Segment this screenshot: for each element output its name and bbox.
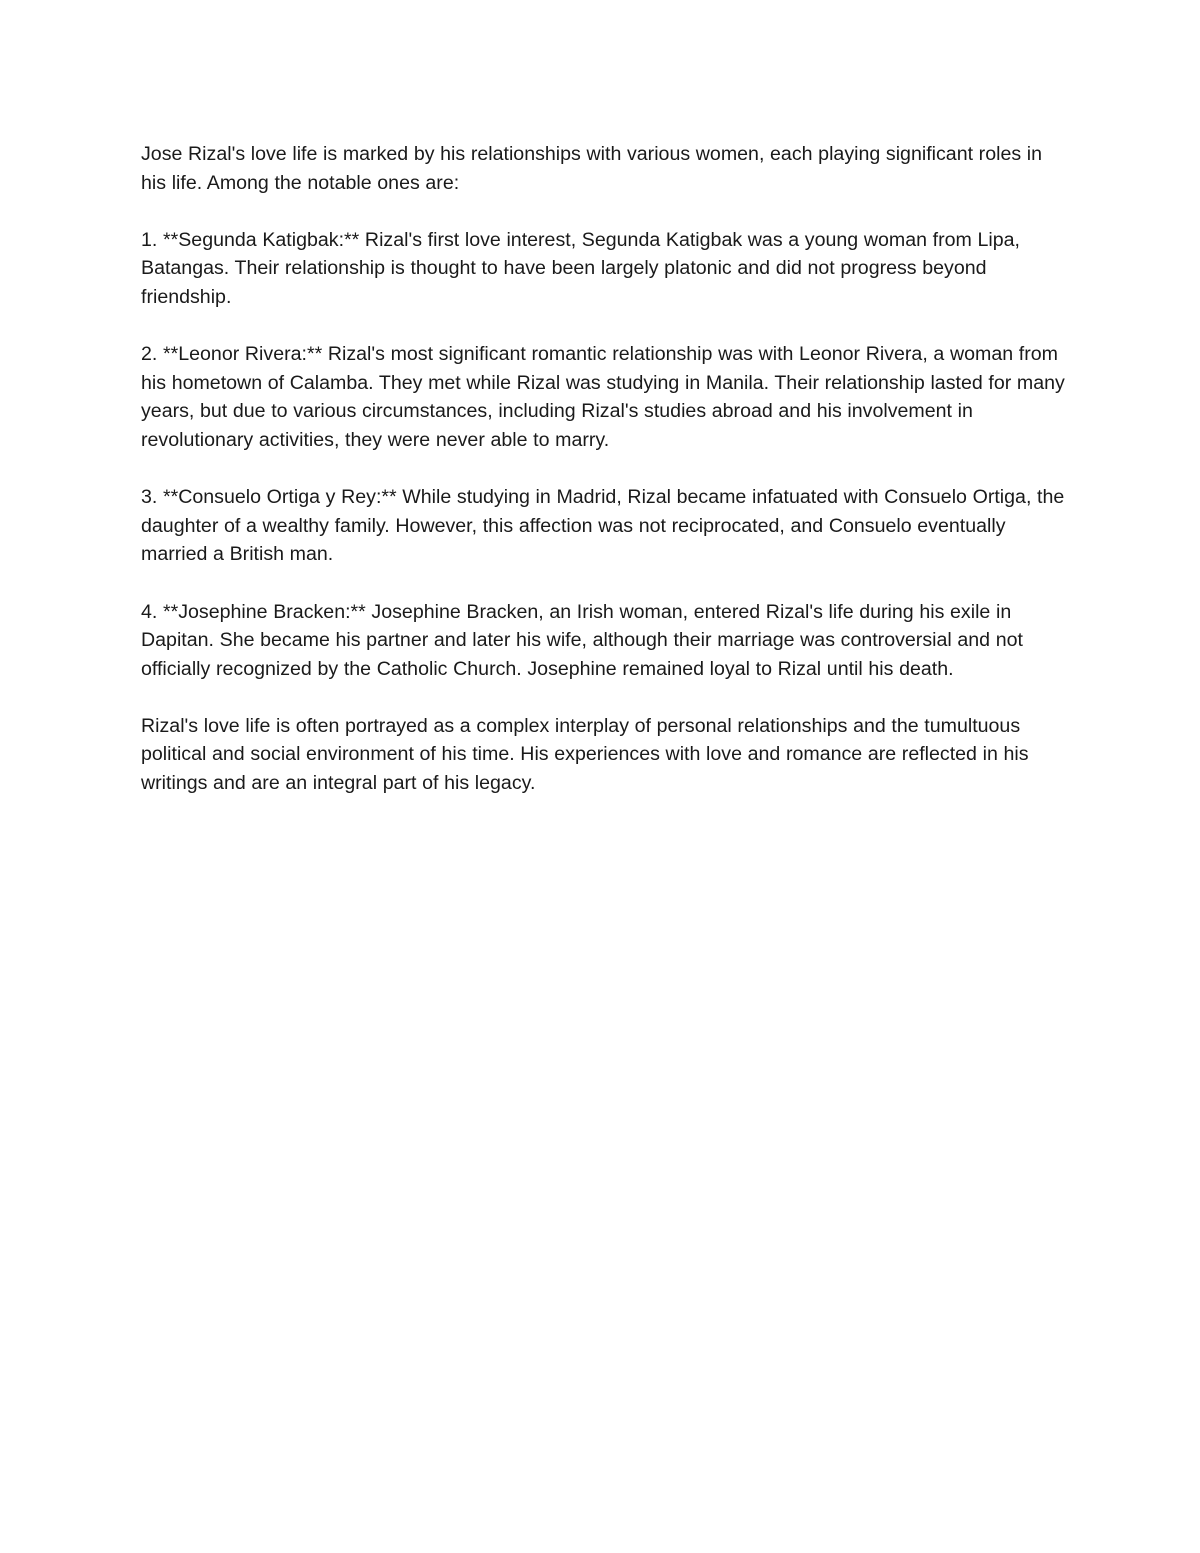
conclusion-paragraph: Rizal's love life is often portrayed as a complex interplay of personal relationships and the tumultuous political and social environment of his time. His experiences with love and romance are reflected in his writings and are an integral part of his legacy. [141, 714, 1029, 795]
intro-paragraph: Jose Rizal's love life is marked by his relationships with various women, each playing significant roles in his life. Among the notable ones are: [141, 143, 1043, 194]
list-item-segunda-katigbak: 1. **Segunda Katigbak:** Rizal's first love interest, Segunda Katigbak was a young woman from Lipa, Batangas. Their relationship is thought to have been largely platonic and did not progress beyond friendship. [141, 228, 1020, 308]
document-body [141, 140, 1066, 798]
list-item-josephine-bracken: 4. **Josephine Bracken:** Josephine Bracken, an Irish woman, entered Rizal's life during his exile in Dapitan. She became his partner and later his wife, although their marriage was controversial and not officially recognized by the Catholic Church. Josephine remained loyal to Rizal until his death. [141, 600, 1023, 680]
list-item-consuelo-ortiga: 3. **Consuelo Ortiga y Rey:** While studying in Madrid, Rizal became infatuated with Consuelo Ortiga, the daughter of a wealthy family. However, this affection was not reciprocated, and Consuelo eventually married a British man. [141, 486, 1065, 566]
list-item-leonor-rivera: 2. **Leonor Rivera:** Rizal's most significant romantic relationship was with Leonor Rivera, a woman from his hometown of Calamba. They met while Rizal was studying in Manila. Their relationship lasted for many years, but due to various circumstances, including Rizal's studies abroad and his involvement in revolutionary activities, they were never able to marry. [141, 343, 1065, 451]
